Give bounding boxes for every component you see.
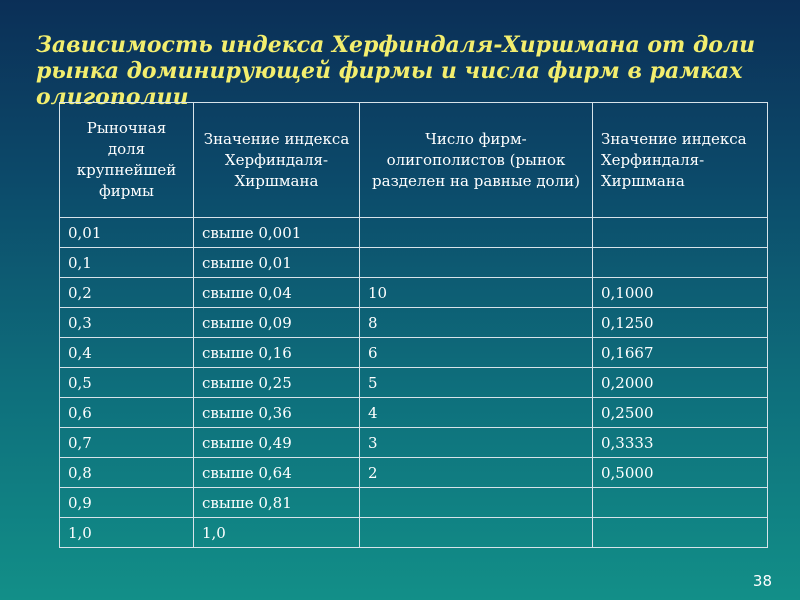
market-share-cell: 0,3 — [60, 308, 194, 338]
table-row — [60, 278, 768, 308]
equal-share-hhi-cell: 0,1250 — [593, 308, 768, 338]
table-row — [60, 488, 768, 518]
header-market-share: Рыночная доля крупнейшей фирмы — [60, 103, 194, 218]
firm-count-cell: 5 — [360, 368, 593, 398]
firm-count-cell — [360, 248, 593, 278]
market-share-cell: 0,6 — [60, 398, 194, 428]
equal-share-hhi-cell: 0,2000 — [593, 368, 768, 398]
market-share-cell: 0,4 — [60, 338, 194, 368]
firm-count-cell: 3 — [360, 428, 593, 458]
firm-count-cell — [360, 518, 593, 548]
table-row — [60, 308, 768, 338]
hhi-cell: свыше 0,36 — [194, 398, 360, 428]
hhi-table — [59, 102, 768, 548]
table-header — [60, 103, 768, 218]
table-row — [60, 248, 768, 278]
firm-count-cell — [360, 218, 593, 248]
hhi-cell: свыше 0,04 — [194, 278, 360, 308]
market-share-cell: 1,0 — [60, 518, 194, 548]
table-row — [60, 428, 768, 458]
page-number: 38 — [752, 572, 772, 590]
market-share-cell: 0,5 — [60, 368, 194, 398]
hhi-cell: свыше 0,64 — [194, 458, 360, 488]
market-share-cell: 0,9 — [60, 488, 194, 518]
market-share-cell: 0,8 — [60, 458, 194, 488]
hhi-cell: свыше 0,25 — [194, 368, 360, 398]
hhi-cell: свыше 0,81 — [194, 488, 360, 518]
firm-count-cell: 6 — [360, 338, 593, 368]
table-row — [60, 518, 768, 548]
market-share-cell: 0,01 — [60, 218, 194, 248]
market-share-cell: 0,2 — [60, 278, 194, 308]
equal-share-hhi-cell: 0,1667 — [593, 338, 768, 368]
hhi-cell: свыше 0,49 — [194, 428, 360, 458]
firm-count-cell: 2 — [360, 458, 593, 488]
hhi-cell: свыше 0,001 — [194, 218, 360, 248]
hhi-cell: свыше 0,09 — [194, 308, 360, 338]
table-row — [60, 368, 768, 398]
equal-share-hhi-cell: 0,3333 — [593, 428, 768, 458]
equal-share-hhi-cell — [593, 218, 768, 248]
table-row — [60, 218, 768, 248]
market-share-cell: 0,7 — [60, 428, 194, 458]
header-number-of-firms: Число фирм-олигополистов (рынок разделен на равные доли) — [360, 103, 593, 218]
header-hhi-value: Значение индекса Херфиндаля-Хиршмана — [194, 103, 360, 218]
table-row — [60, 338, 768, 368]
equal-share-hhi-cell — [593, 488, 768, 518]
hhi-cell: свыше 0,01 — [194, 248, 360, 278]
slide-title: Зависимость индекса Херфиндаля-Хиршмана от доли рынка доминирующей фирмы и числа фирм в рамках олигополии — [36, 32, 756, 110]
firm-count-cell — [360, 488, 593, 518]
table-body — [60, 218, 768, 548]
firm-count-cell: 10 — [360, 278, 593, 308]
equal-share-hhi-cell — [593, 248, 768, 278]
market-share-cell: 0,1 — [60, 248, 194, 278]
table-row — [60, 458, 768, 488]
equal-share-hhi-cell: 0,5000 — [593, 458, 768, 488]
hhi-cell: свыше 0,16 — [194, 338, 360, 368]
header-hhi-value-equal-shares: Значение индекса Херфиндаля-Хиршмана — [593, 103, 768, 218]
equal-share-hhi-cell — [593, 518, 768, 548]
table-row — [60, 398, 768, 428]
equal-share-hhi-cell: 0,1000 — [593, 278, 768, 308]
equal-share-hhi-cell: 0,2500 — [593, 398, 768, 428]
firm-count-cell: 8 — [360, 308, 593, 338]
firm-count-cell: 4 — [360, 398, 593, 428]
hhi-cell: 1,0 — [194, 518, 360, 548]
header-row — [60, 103, 768, 218]
